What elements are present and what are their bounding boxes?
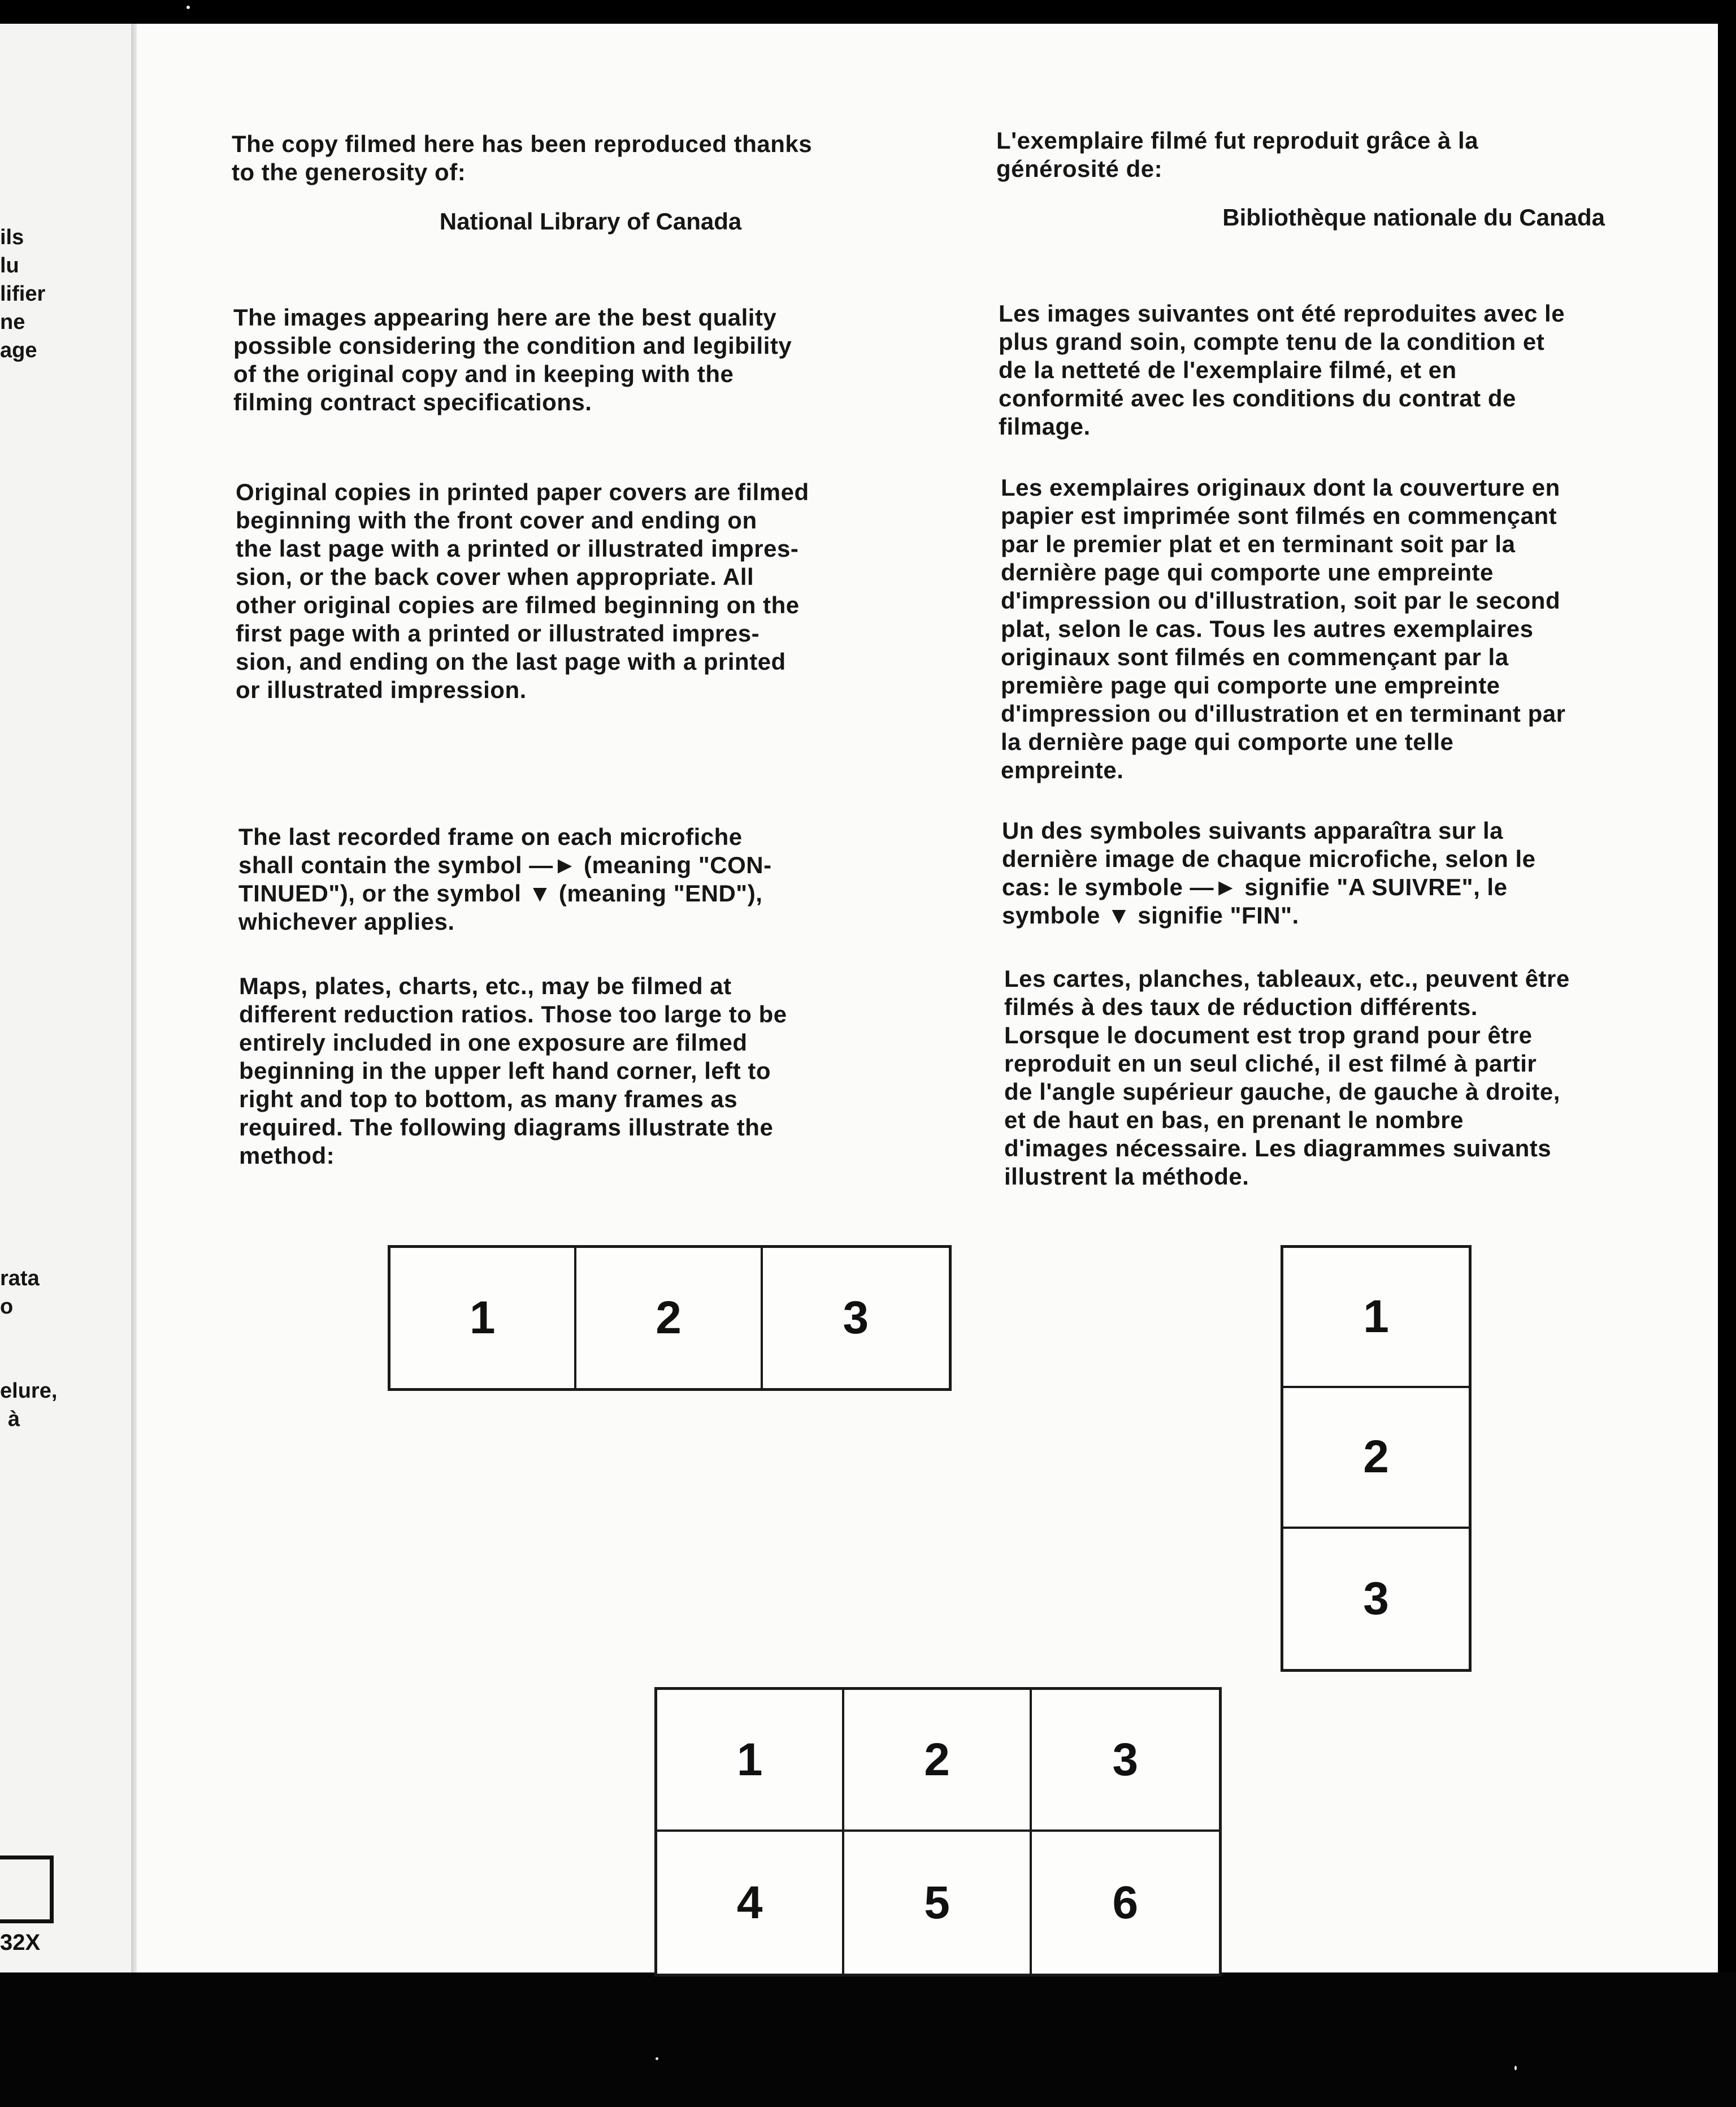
left-fragment: lu [0,254,19,278]
frame-cell: 1 [1283,1248,1469,1388]
credit-intro-en: The copy filmed here has been reproduced thanks to the generosity of: [232,131,813,185]
left-fragment: ne [0,310,25,334]
film-speck [656,2057,658,2060]
symbols-paragraph-en: The last recorded frame on each microfiche shall contain the symbol —► (meaning "CON- TINUED"), or the symbol ▼ (meaning "END"), whichever applies. [238,823,772,935]
quality-paragraph-en: The images appearing here are the best quality possible considering the condition and legibility of the original copy and in keeping with the filming contract specifications. [233,304,792,415]
frame-cell: 3 [843,1292,869,1343]
frame-cell: 2 [576,1248,762,1388]
maps-paragraph-en: Maps, plates, charts, etc., may be filmed at different reduction ratios. Those too large to be entirely included in one exposure are filmed beginning in the upper left hand corner, left to right and top to bottom, as many frames as required. The following diagrams illustrate the method: [239,973,787,1169]
film-border-right [1718,0,1736,2107]
institution-en: National Library of Canada [439,208,742,235]
reduction-box [0,1855,54,1923]
frame-cell: 1 [657,1690,844,1832]
covers-paragraph-en: Original copies in printed paper covers are filmed beginning with the front cover and ending on the last page with a printed or illustrated impres- sion, or the back cover when appropriate. All other original copies are filmed beginning on the first page with a printed or illustrated impres- sion, and ending on the last page with a printed or illustrated impression. [236,479,809,703]
left-fragment: o [0,1295,14,1319]
left-fragment: elure, [0,1379,58,1403]
frame-cell: 3 [1363,1572,1389,1624]
diagram-grid-frames [654,1687,1222,1976]
left-fragment: à [8,1407,20,1431]
film-speck [186,6,190,9]
frame-cell: 2 [844,1690,1031,1832]
page-gutter [131,24,137,1972]
frame-cell: 5 [844,1832,1031,1974]
frame-cell: 3 [1032,1690,1219,1832]
covers-paragraph-fr: Les exemplaires originaux dont la couverture en papier est imprimée sont filmés en commençant par le premier plat et en terminant soit par la dernière page qui comporte une empreinte d'impression ou d'illustration, soit par le second plat, selon le cas. Tous les autres exemplaires originaux sont filmés en commençant par la première page qui comporte une empreinte d'impression ou d'illustration et en terminant par la dernière page qui comporte une telle empreinte. [1001,474,1566,783]
left-fragment: ils [0,226,24,249]
diagram-vertical-frames [1281,1245,1472,1672]
film-speck [1514,2066,1517,2070]
frame-cell: 4 [657,1832,844,1974]
frame-cell: 2 [1283,1388,1469,1528]
left-fragment: rata [0,1267,40,1290]
maps-paragraph-fr: Les cartes, planches, tableaux, etc., peuvent être filmés à des taux de réduction différents. Lorsque le document est trop grand pour être reproduit en un seul cliché, il est filmé à partir de l'angle supérieur gauche, de gauche à droite, et de haut en bas, en prenant le nombre d'images nécessaire. Les diagrammes suivants illustrent la méthode. [1004,965,1570,1190]
left-fragment: age [0,339,37,362]
frame-cell: 1 [390,1248,576,1388]
symbols-paragraph-fr: Un des symboles suivants apparaîtra sur la dernière image de chaque microfiche, selon le cas: le symbole —► signifie "A SUIVRE", le symbole ▼ signifie "FIN". [1002,817,1536,929]
film-border-top [0,0,1736,24]
credit-intro-fr: L'exemplaire filmé fut reproduit grâce à la générosité de: [996,127,1479,182]
frame-cell: 6 [1112,1876,1139,1928]
quality-paragraph-fr: Les images suivantes ont été reproduites avec le plus grand soin, compte tenu de la condition et de la netteté de l'exemplaire filmé, et en conformité avec les conditions du contrat de filmage. [999,300,1565,440]
institution-fr: Bibliothèque nationale du Canada [1222,204,1605,231]
left-fragment: lifier [0,282,46,306]
film-border-bottom [0,1972,1736,2107]
reduction-ratio-label: 32X [0,1930,41,1955]
diagram-horizontal-frames [388,1245,952,1391]
